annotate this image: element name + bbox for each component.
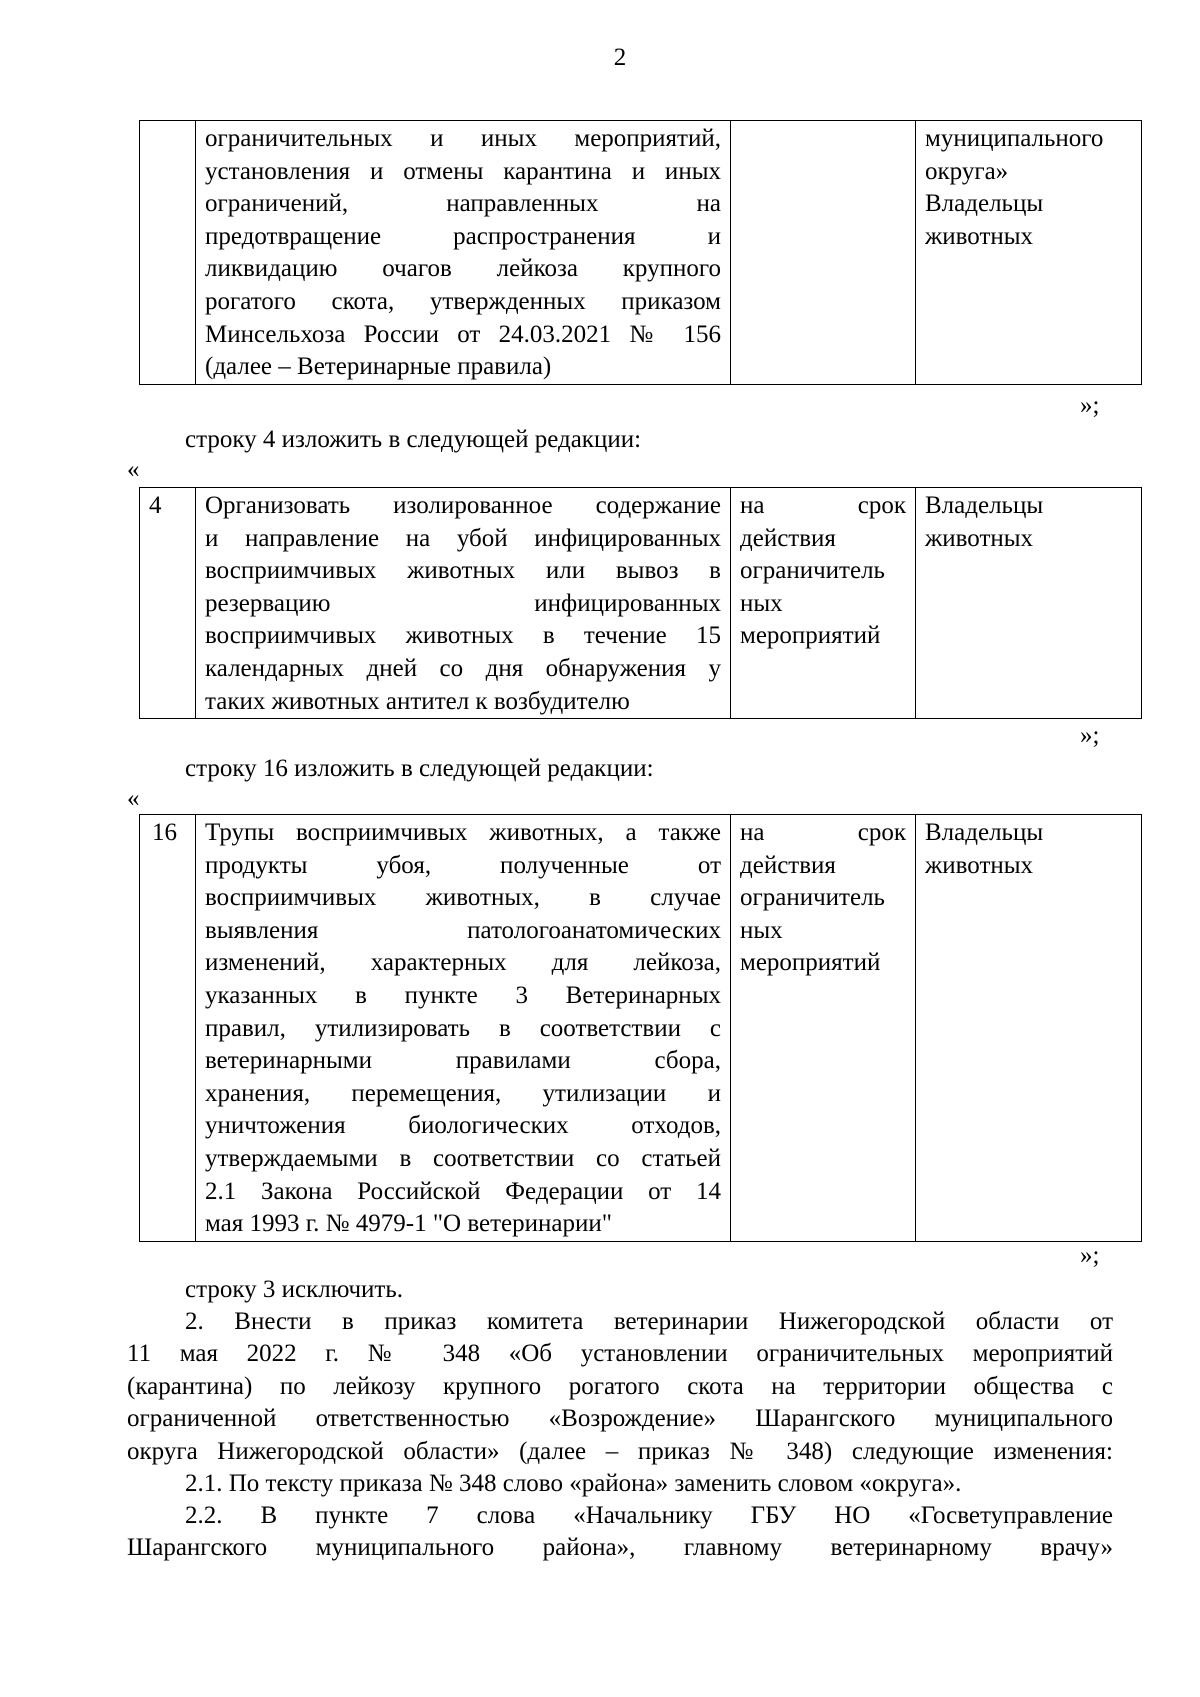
paragraph-line: (карантина) по лейкозу крупного рогатого скота на территории общества с bbox=[127, 1372, 1113, 1400]
text-line: и направление на убой инфицированных bbox=[205, 524, 721, 552]
measure-text-cell bbox=[196, 488, 731, 719]
paragraph-line: 2. Внести в приказ комитета ветеринарии Нижегородской области от bbox=[185, 1308, 1113, 1335]
text-line: мая 1993 г. № 4979-1 "О ветеринарии" bbox=[205, 1210, 612, 1238]
text-line: ограничений, направленных на bbox=[205, 190, 721, 218]
resp-line: животных bbox=[925, 524, 1034, 552]
item-2-1-paragraph bbox=[127, 1468, 1113, 1500]
text-line: уничтожения биологических отходов, bbox=[205, 1112, 721, 1140]
item-2-2-paragraph bbox=[127, 1500, 1113, 1565]
table-row bbox=[140, 121, 1142, 385]
resp-line: Владельцы bbox=[925, 819, 1044, 846]
term-line: действия bbox=[740, 851, 836, 879]
responsible-cell bbox=[916, 488, 1142, 719]
closing-quote: »; bbox=[1080, 722, 1100, 749]
text-line: таких животных антител к возбудителю bbox=[205, 687, 630, 715]
text-line: (далее – Ветеринарные правила) bbox=[205, 353, 552, 381]
term-line: мероприятий bbox=[740, 622, 881, 650]
table-continuation bbox=[139, 120, 1142, 385]
term-line: ных bbox=[740, 916, 783, 944]
text-line: выявления патологоанатомических bbox=[205, 916, 721, 944]
resp-line: животных bbox=[925, 222, 1034, 250]
paragraph-line: 2.2. В пункте 7 слова «Начальнику ГБУ НО «Госветуправление bbox=[185, 1502, 1113, 1529]
paragraph-line: округа Нижегородской области» (далее – приказ № 348) следующие изменения: bbox=[127, 1437, 1113, 1465]
table-row-4 bbox=[139, 487, 1142, 719]
text-line: восприимчивых животных, в случае bbox=[205, 884, 721, 912]
resp-line: животных bbox=[925, 851, 1034, 879]
text-line: продукты убоя, полученные от bbox=[205, 851, 721, 879]
text-line: восприимчивых животных в течение 15 bbox=[205, 622, 721, 650]
instruction-row-4: строку 4 изложить в следующей редакции: bbox=[185, 426, 642, 453]
resp-line: округа» bbox=[925, 157, 1009, 185]
text-line: Минсельхоза России от 24.03.2021 № 156 bbox=[205, 320, 721, 348]
text-line: указанных в пункте 3 Ветеринарных bbox=[205, 981, 721, 1009]
text-line: ликвидацию очагов лейкоза крупного bbox=[205, 255, 721, 283]
text-line: установления и отмены карантина и иных bbox=[205, 157, 721, 185]
responsible-cell bbox=[916, 815, 1142, 1242]
resp-line: Владельцы bbox=[925, 492, 1044, 519]
term-line: на срок bbox=[740, 819, 906, 846]
text-line: правил, утилизировать в соответствии с bbox=[205, 1014, 721, 1042]
opening-quote: « bbox=[127, 456, 140, 483]
text-line: рогатого скота, утвержденных приказом bbox=[205, 287, 721, 315]
paragraph-line: 2.1. По тексту приказа № 348 слово «района» заменить словом «округа». bbox=[185, 1470, 962, 1497]
term-cell bbox=[731, 488, 916, 719]
responsible-cell bbox=[916, 121, 1142, 385]
text-line: предотвращение распространения и bbox=[205, 222, 721, 250]
term-cell bbox=[731, 121, 916, 385]
term-line: на срок bbox=[740, 492, 906, 519]
row-number-cell: 4 bbox=[140, 488, 196, 719]
table-row bbox=[140, 815, 1142, 1242]
table-row bbox=[140, 488, 1142, 719]
text-line: изменений, характерных для лейкоза, bbox=[205, 949, 721, 977]
text-line: хранения, перемещения, утилизации и bbox=[205, 1079, 721, 1107]
paragraph-line: Шарангского муниципального района», главному ветеринарному врачу» bbox=[127, 1534, 1113, 1562]
resp-line: муниципального bbox=[925, 125, 1104, 152]
text-line: Трупы восприимчивых животных, а также bbox=[205, 819, 721, 846]
row-number-cell bbox=[140, 121, 196, 385]
page-number: 2 bbox=[613, 44, 627, 71]
text-line: Организовать изолированное содержание bbox=[205, 492, 721, 519]
term-line: действия bbox=[740, 524, 836, 552]
measure-text-cell bbox=[196, 815, 731, 1242]
instruction-delete-row-3: строку 3 исключить. bbox=[185, 1276, 403, 1303]
table-row-16 bbox=[139, 814, 1142, 1242]
paragraph-line: ограниченной ответственностью «Возрождение» Шарангского муниципального bbox=[127, 1405, 1113, 1433]
closing-quote: »; bbox=[1080, 392, 1100, 419]
opening-quote: « bbox=[127, 785, 140, 812]
term-cell bbox=[731, 815, 916, 1242]
paragraph-line: 11 мая 2022 г. № 348 «Об установлении ограничительных мероприятий bbox=[127, 1340, 1113, 1368]
measure-text-cell bbox=[196, 121, 731, 385]
text-line: 2.1 Закона Российской Федерации от 14 bbox=[205, 1177, 721, 1205]
text-line: ветеринарными правилами сбора, bbox=[205, 1047, 721, 1075]
text-line: календарных дней со дня обнаружения у bbox=[205, 654, 721, 682]
resp-line: Владельцы bbox=[925, 190, 1044, 218]
text-line: резервацию инфицированных bbox=[205, 589, 721, 617]
term-line: ограничитель bbox=[740, 557, 885, 585]
closing-quote: »; bbox=[1080, 1242, 1100, 1269]
text-line: восприимчивых животных или вывоз в bbox=[205, 557, 721, 585]
text-line: ограничительных и иных мероприятий, bbox=[205, 125, 721, 152]
item-2-paragraph bbox=[127, 1306, 1113, 1468]
row-number-cell: 16 bbox=[140, 815, 196, 1242]
term-line: мероприятий bbox=[740, 949, 881, 977]
instruction-row-16: строку 16 изложить в следующей редакции: bbox=[185, 755, 654, 782]
text-line: утверждаемыми в соответствии со статьей bbox=[205, 1144, 721, 1172]
term-line: ных bbox=[740, 589, 783, 617]
term-line: ограничитель bbox=[740, 884, 885, 912]
